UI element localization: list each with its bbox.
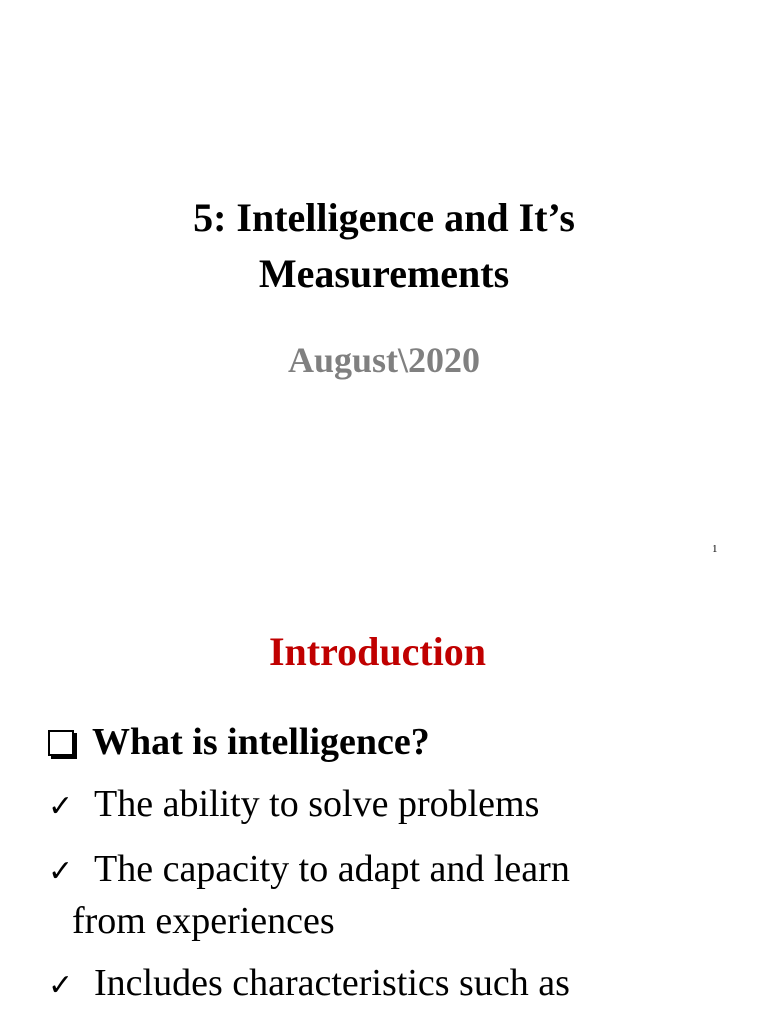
checkmark-icon: ✓ [48,968,74,1003]
bullet-text: Includes characteristics such as [94,962,570,1004]
bullet-list [48,716,748,1022]
question-text: What is intelligence? [92,721,430,763]
list-item [48,843,748,947]
square-box-icon [48,730,74,756]
section-heading: Introduction [268,629,487,674]
list-item [48,957,748,1012]
bullet-text: The capacity to adapt and learn [94,848,570,890]
title-line-1: 5: Intelligence and It’s [193,195,575,240]
page-number: 1 [712,543,718,555]
bullet-continuation: from experiences [72,900,335,942]
slide-subtitle: August\2020 [287,340,481,380]
checkmark-icon: ✓ [48,854,74,889]
bullet-text: The ability to solve problems [94,783,540,825]
title-line-2: Measurements [258,251,510,296]
slide-title [0,190,768,302]
bullet-text-block [72,843,748,947]
slide-2 [0,576,768,1024]
list-item [48,778,748,833]
question-item [48,716,748,768]
checkmark-icon: ✓ [48,789,74,824]
